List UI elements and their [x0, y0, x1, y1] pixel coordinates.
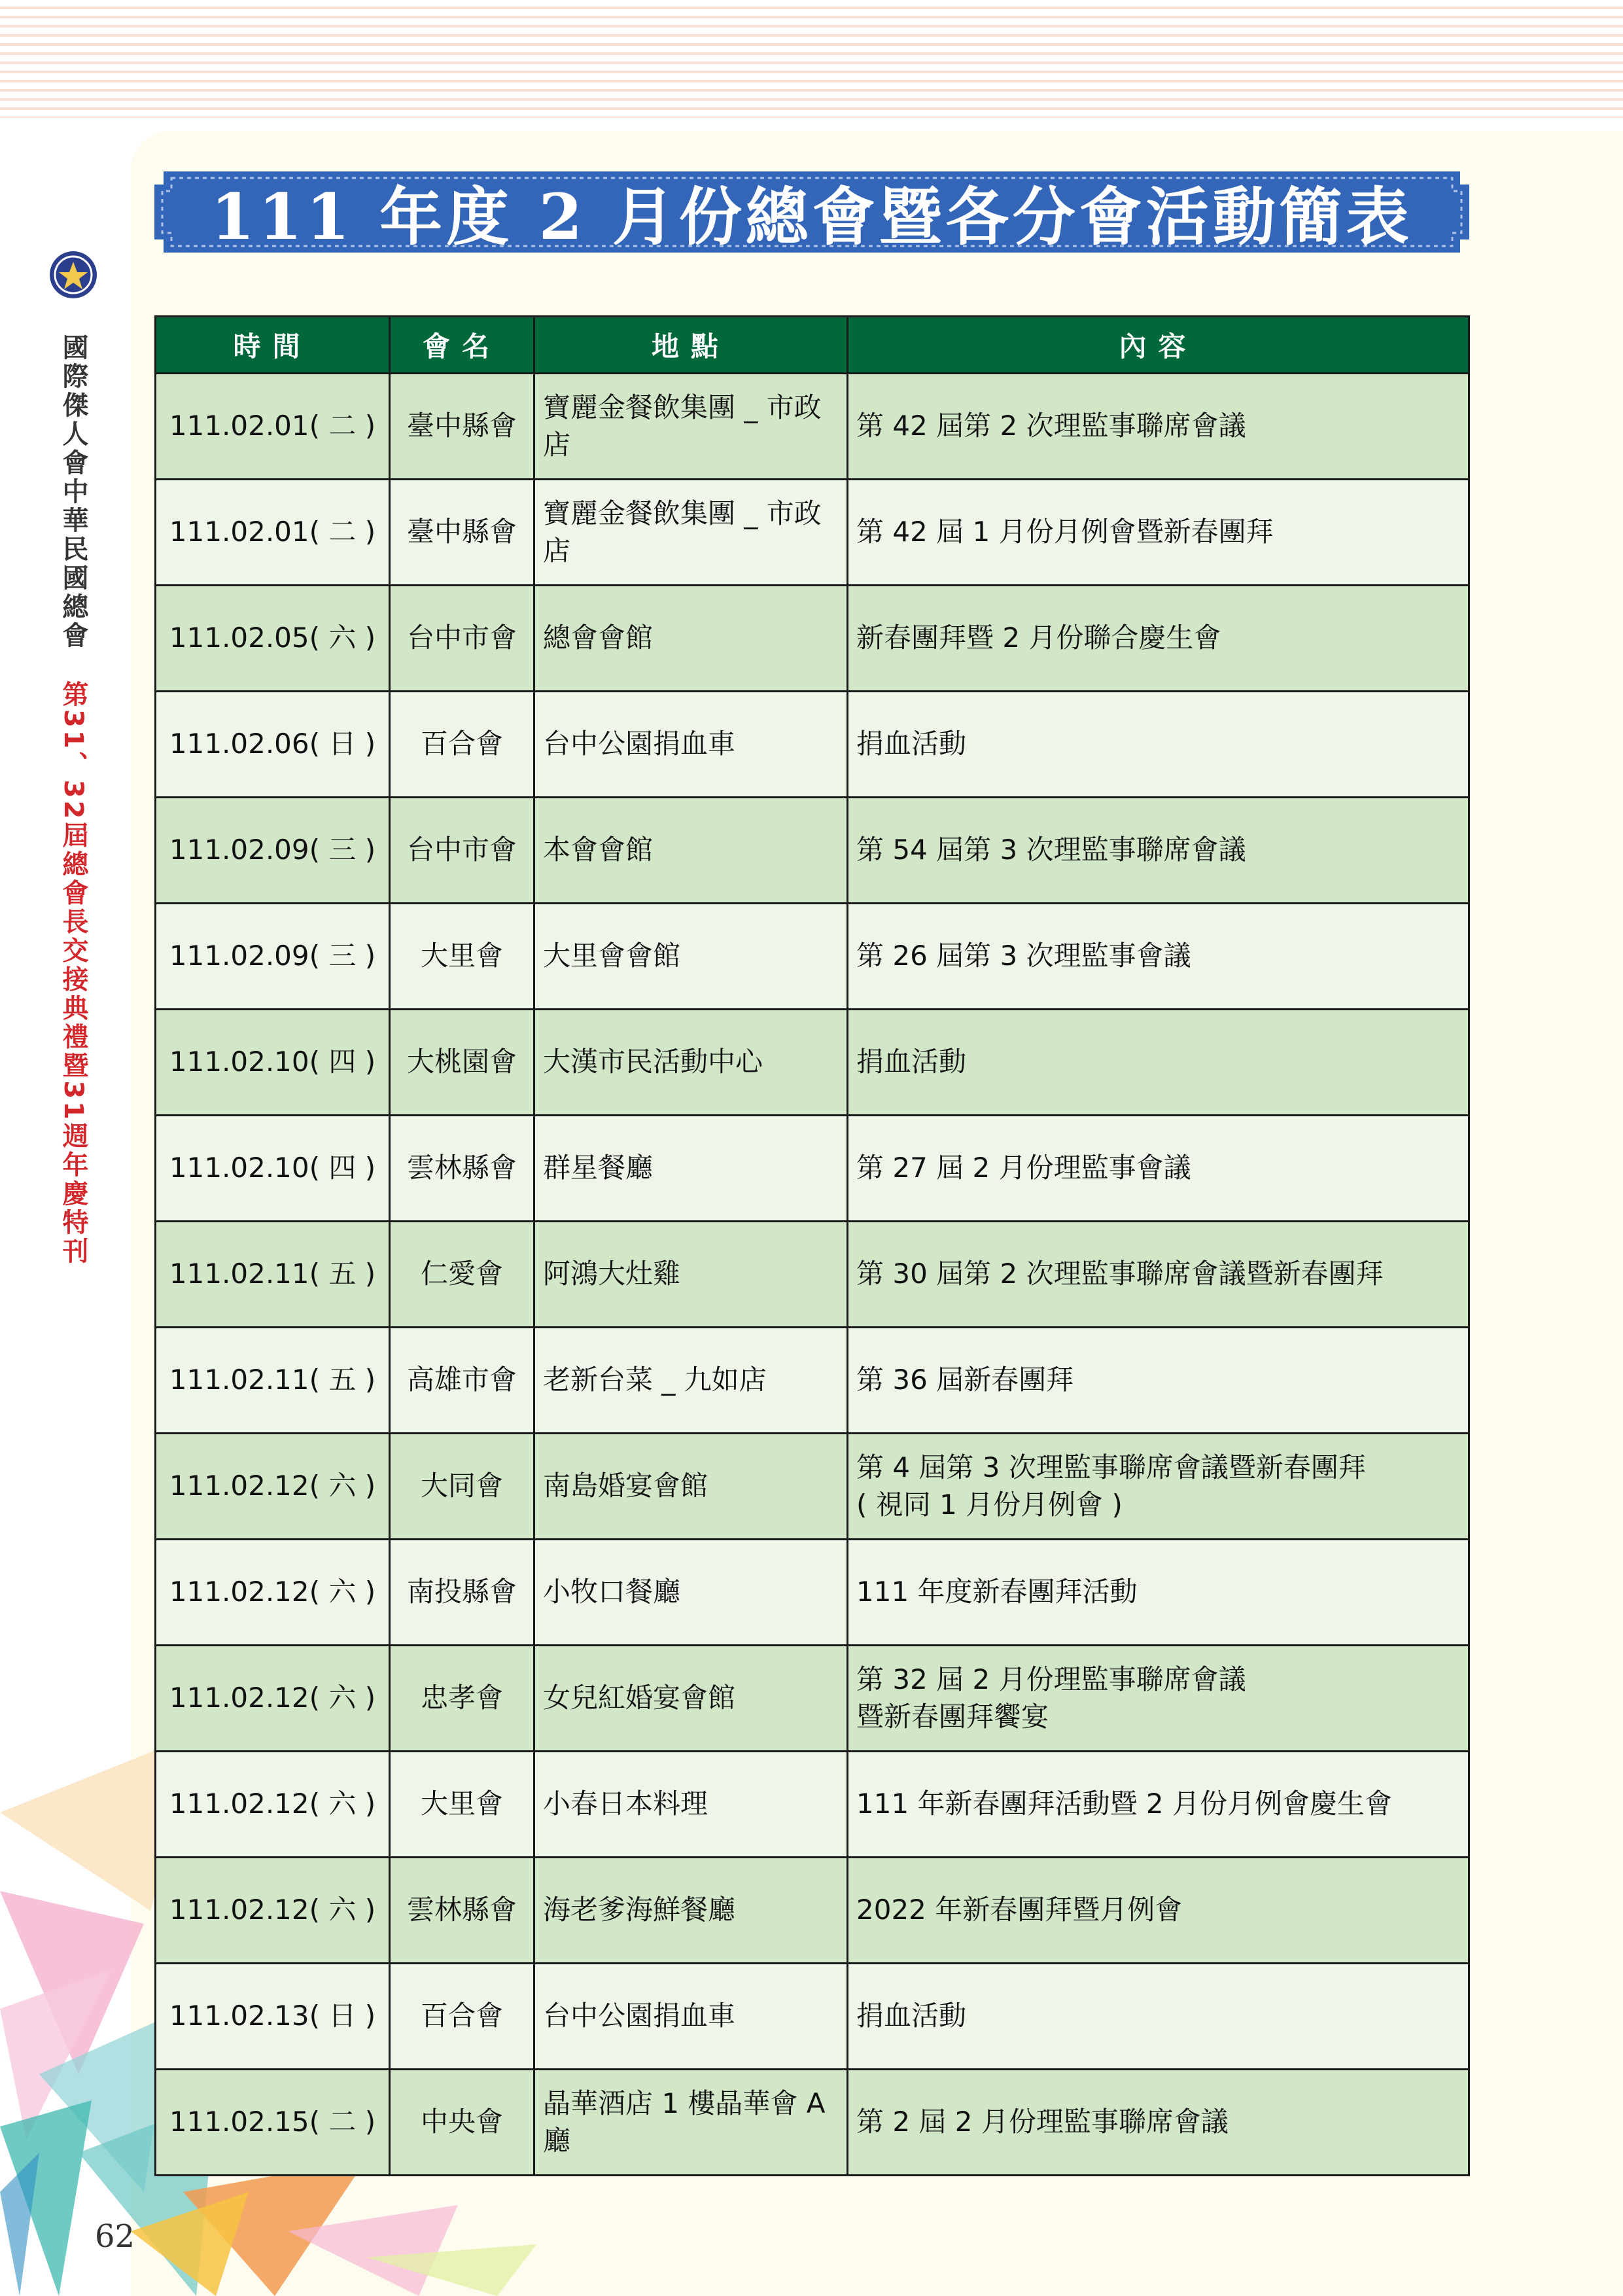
table-row [156, 1010, 1469, 1116]
cell-date: 111.02.10( 四 ) [156, 1010, 390, 1116]
table-row [156, 1540, 1469, 1646]
cell-date: 111.02.13( 日 ) [156, 1964, 390, 2070]
cell-club: 台中市會 [390, 798, 534, 904]
header-date: 時間 [156, 317, 390, 374]
cell-place: 本會會館 [534, 798, 848, 904]
cell-place: 台中公園捐血車 [534, 1964, 848, 2070]
cell-date: 111.02.11( 五 ) [156, 1328, 390, 1434]
table-row [156, 586, 1469, 692]
cell-date: 111.02.12( 六 ) [156, 1434, 390, 1540]
cell-date: 111.02.06( 日 ) [156, 692, 390, 798]
page-number: 62 [95, 2218, 135, 2255]
cell-date: 111.02.09( 三 ) [156, 798, 390, 904]
header-place: 地點 [534, 317, 848, 374]
cell-club: 雲林縣會 [390, 1116, 534, 1222]
sidebar-org-name: 國際傑人會中華民國總會 [58, 334, 88, 650]
cell-date: 111.02.01( 二 ) [156, 480, 390, 586]
cell-place: 台中公園捐血車 [534, 692, 848, 798]
cell-club: 台中市會 [390, 586, 534, 692]
table-row [156, 480, 1469, 586]
table-row [156, 1752, 1469, 1858]
page-title: 111 年度 2 月份總會暨各分會活動簡表 [211, 179, 1413, 254]
cell-place: 總會會館 [534, 586, 848, 692]
cell-content: 111 年新春團拜活動暨 2 月份月例會慶生會 [848, 1752, 1469, 1858]
cell-content: 捐血活動 [848, 1010, 1469, 1116]
cell-content: 第 30 屆第 2 次理監事聯席會議暨新春團拜 [848, 1222, 1469, 1328]
cell-date: 111.02.09( 三 ) [156, 904, 390, 1010]
cell-date: 111.02.10( 四 ) [156, 1116, 390, 1222]
table-row [156, 1328, 1469, 1434]
cell-date: 111.02.12( 六 ) [156, 1752, 390, 1858]
table-row [156, 1434, 1469, 1540]
cell-content: 2022 年新春團拜暨月例會 [848, 1858, 1469, 1964]
cell-club: 雲林縣會 [390, 1858, 534, 1964]
cell-content: 第 27 屆 2 月份理監事會議 [848, 1116, 1469, 1222]
cell-club: 中央會 [390, 2070, 534, 2176]
header-content: 內容 [848, 317, 1469, 374]
table-header-row [156, 317, 1469, 374]
cell-club: 南投縣會 [390, 1540, 534, 1646]
cell-club: 百合會 [390, 1964, 534, 2070]
cell-place: 阿鴻大灶雞 [534, 1222, 848, 1328]
cell-place: 南島婚宴會館 [534, 1434, 848, 1540]
cell-club: 百合會 [390, 692, 534, 798]
cell-place: 女兒紅婚宴會館 [534, 1646, 848, 1752]
cell-club: 大桃園會 [390, 1010, 534, 1116]
cell-club: 大里會 [390, 904, 534, 1010]
cell-content: 111 年度新春團拜活動 [848, 1540, 1469, 1646]
cell-content: 捐血活動 [848, 1964, 1469, 2070]
cell-place: 群星餐廳 [534, 1116, 848, 1222]
cell-content: 捐血活動 [848, 692, 1469, 798]
cell-place: 寶麗金餐飲集團 _ 市政店 [534, 480, 848, 586]
table-row [156, 1222, 1469, 1328]
table-row [156, 798, 1469, 904]
cell-content: 第 42 屆第 2 次理監事聯席會議 [848, 374, 1469, 480]
cell-date: 111.02.01( 二 ) [156, 374, 390, 480]
cell-place: 寶麗金餐飲集團 _ 市政店 [534, 374, 848, 480]
cell-place: 海老爹海鮮餐廳 [534, 1858, 848, 1964]
table-row [156, 374, 1469, 480]
header-club: 會名 [390, 317, 534, 374]
cell-date: 111.02.15( 二 ) [156, 2070, 390, 2176]
cell-content: 第 26 屆第 3 次理監事會議 [848, 904, 1469, 1010]
header-stripes [0, 0, 1623, 118]
table-row [156, 904, 1469, 1010]
cell-place: 大里會會館 [534, 904, 848, 1010]
cell-club: 臺中縣會 [390, 480, 534, 586]
cell-content: 第 32 屆 2 月份理監事聯席會議 暨新春團拜饗宴 [848, 1646, 1469, 1752]
cell-place: 晶華酒店 1 樓晶華會 A 廳 [534, 2070, 848, 2176]
cell-content: 新春團拜暨 2 月份聯合慶生會 [848, 586, 1469, 692]
org-emblem-icon [47, 249, 99, 301]
cell-place: 老新台菜 _ 九如店 [534, 1328, 848, 1434]
table-row [156, 2070, 1469, 2176]
cell-place: 小春日本料理 [534, 1752, 848, 1858]
table-row [156, 1858, 1469, 1964]
table-row [156, 1116, 1469, 1222]
table-row [156, 1964, 1469, 2070]
activity-table [154, 315, 1470, 2176]
cell-club: 大同會 [390, 1434, 534, 1540]
cell-content: 第 36 屆新春團拜 [848, 1328, 1469, 1434]
cell-date: 111.02.12( 六 ) [156, 1858, 390, 1964]
cell-place: 大漢市民活動中心 [534, 1010, 848, 1116]
cell-content: 第 42 屆 1 月份月例會暨新春團拜 [848, 480, 1469, 586]
cell-content: 第 4 屆第 3 次理監事聯席會議暨新春團拜 ( 視同 1 月份月例會 ) [848, 1434, 1469, 1540]
cell-club: 仁愛會 [390, 1222, 534, 1328]
cell-club: 大里會 [390, 1752, 534, 1858]
cell-date: 111.02.12( 六 ) [156, 1646, 390, 1752]
cell-content: 第 2 屆 2 月份理監事聯席會議 [848, 2070, 1469, 2176]
sidebar-issue-title: 第31、32屆總會長交接典禮暨31週年慶特刊 [58, 680, 88, 1266]
cell-date: 111.02.11( 五 ) [156, 1222, 390, 1328]
cell-content: 第 54 屆第 3 次理監事聯席會議 [848, 798, 1469, 904]
title-banner [154, 171, 1469, 253]
sidebar [47, 249, 99, 1266]
cell-club: 臺中縣會 [390, 374, 534, 480]
table-row [156, 1646, 1469, 1752]
cell-club: 高雄市會 [390, 1328, 534, 1434]
cell-club: 忠孝會 [390, 1646, 534, 1752]
cell-date: 111.02.12( 六 ) [156, 1540, 390, 1646]
cell-place: 小牧口餐廳 [534, 1540, 848, 1646]
cell-date: 111.02.05( 六 ) [156, 586, 390, 692]
table-row [156, 692, 1469, 798]
